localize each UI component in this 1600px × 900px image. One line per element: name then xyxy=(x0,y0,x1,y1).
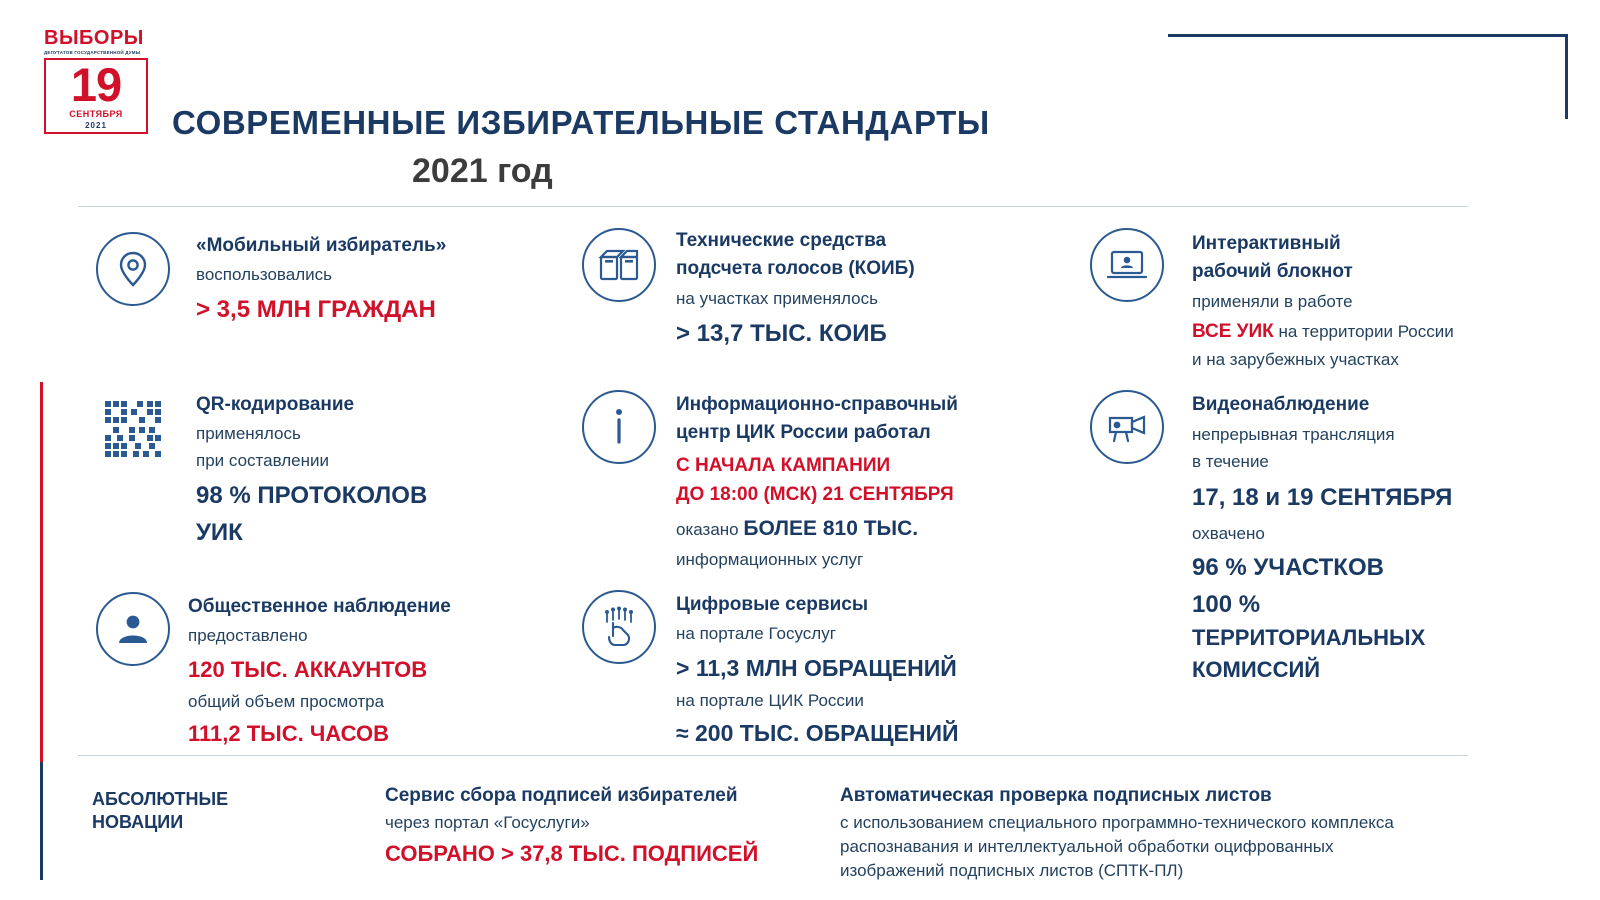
logo-day: 19 xyxy=(70,58,122,111)
observer-person-icon xyxy=(96,592,170,666)
auto-check-line4: изображений подписных листов (СПТК-ПЛ) xyxy=(840,861,1184,880)
item-line: Цифровые сервисы xyxy=(676,594,869,615)
item-value: УИК xyxy=(196,518,243,546)
signature-service-sub: через портал «Госуслуги» xyxy=(385,813,590,832)
decorative-line-left-red xyxy=(40,382,43,762)
digital-touch-icon xyxy=(582,590,656,664)
item-value: оказано БОЛЕЕ 810 ТЫС. xyxy=(676,517,919,541)
item-line: применялось xyxy=(196,424,301,444)
item-line: общий объем просмотра xyxy=(188,691,385,711)
election-logo xyxy=(44,28,152,134)
page-title: СОВРЕМЕННЫЕ ИЗБИРАТЕЛЬНЫЕ СТАНДАРТЫ xyxy=(172,104,990,141)
item-value: 96 % УЧАСТКОВ xyxy=(1192,554,1384,582)
signature-service-value: СОБРАНО > 37,8 ТЫС. ПОДПИСЕЙ xyxy=(385,841,759,866)
ballot-box-icon xyxy=(582,228,656,302)
auto-check-block xyxy=(840,785,1394,881)
absolute-novelties-line2: НОВАЦИИ xyxy=(92,812,184,833)
location-pin-icon xyxy=(96,232,170,306)
item-value: > 13,7 ТЫС. КОИБ xyxy=(676,319,887,347)
item-line: на участках применялось xyxy=(676,289,878,309)
item-line: на портале Госуслуг xyxy=(676,624,836,644)
information-icon xyxy=(582,390,656,464)
item-line: Интерактивный xyxy=(1192,233,1341,254)
item-line: при составлении xyxy=(196,450,329,470)
item-line: информационных услуг xyxy=(676,550,864,570)
item-line: «Мобильный избиратель» xyxy=(196,235,447,256)
item-line: QR-кодирование xyxy=(196,394,355,415)
auto-check-title: Автоматическая проверка подписных листов xyxy=(840,785,1272,806)
item-line: центр ЦИК России работал xyxy=(676,422,931,444)
qr-code-icon xyxy=(96,392,170,466)
item-value: 17, 18 и 19 СЕНТЯБРЯ xyxy=(1192,483,1453,511)
divider-above-footer xyxy=(78,755,1468,756)
item-value: ВСЕ УИК xyxy=(1192,320,1274,342)
auto-check-line3: распознавания и интеллектуальной обработки оцифрованных xyxy=(840,837,1334,856)
decorative-line-right-vertical xyxy=(1565,34,1568,119)
item-line-suffix: на территории России xyxy=(1273,321,1454,341)
decorative-line-left-blue xyxy=(40,762,43,880)
video-camera-icon xyxy=(1090,390,1164,464)
item-value: 98 % ПРОТОКОЛОВ xyxy=(196,481,428,509)
item-line: применяли в работе xyxy=(1192,292,1353,312)
item-value: ≈ 200 ТЫС. ОБРАЩЕНИЙ xyxy=(676,720,959,747)
item-line: Информационно-справочный xyxy=(676,394,958,415)
laptop-notebook-icon xyxy=(1090,228,1164,302)
item-line: непрерывная трансляция xyxy=(1192,425,1395,445)
item-value: > 11,3 МЛН ОБРАЩЕНИЙ xyxy=(676,654,957,681)
item-line: рабочий блокнот xyxy=(1192,261,1353,283)
item-line: ДО 18:00 (МСК) 21 СЕНТЯБРЯ xyxy=(676,484,954,506)
absolute-novelties-label xyxy=(92,788,228,835)
item-line: воспользовались xyxy=(196,265,332,285)
absolute-novelties-line1: АБСОЛЮТНЫЕ xyxy=(92,789,229,809)
logo-subtitle: ДЕПУТАТОВ ГОСУДАРСТВЕННОЙ ДУМЫ xyxy=(44,50,141,55)
divider-under-title xyxy=(78,206,1468,207)
item-line: Общественное наблюдение xyxy=(188,596,451,617)
logo-word: ВЫБОРЫ xyxy=(44,27,144,49)
item-value: КОМИССИЙ xyxy=(1192,657,1321,683)
item-line: С НАЧАЛА КАМПАНИИ xyxy=(676,455,891,477)
signature-collection-block xyxy=(385,785,758,867)
item-line: и на зарубежных участках xyxy=(1192,349,1399,369)
page-subtitle: 2021 год xyxy=(412,152,553,190)
item-line: в течение xyxy=(1192,451,1269,471)
item-value: ТЕРРИТОРИАЛЬНЫХ xyxy=(1192,625,1426,651)
item-value: 111,2 ТЫС. ЧАСОВ xyxy=(188,720,389,746)
signature-service-title: Сервис сбора подписей избирателей xyxy=(385,785,738,806)
item-line: подсчета голосов (КОИБ) xyxy=(676,258,915,280)
item-line: предоставлено xyxy=(188,626,308,646)
logo-month: СЕНТЯБРЯ xyxy=(69,109,123,119)
decorative-line-top-right xyxy=(1168,34,1568,37)
item-line: на портале ЦИК России xyxy=(676,690,864,710)
item-value: 120 ТЫС. АККАУНТОВ xyxy=(188,656,428,682)
item-line: Технические средства xyxy=(676,230,887,251)
item-value: > 3,5 МЛН ГРАЖДАН xyxy=(196,295,436,323)
logo-year: 2021 xyxy=(85,121,107,130)
logo-date-box xyxy=(44,58,148,134)
item-line: охвачено xyxy=(1192,523,1265,543)
item-line: Видеонаблюдение xyxy=(1192,394,1370,415)
item-value: 100 % xyxy=(1192,590,1261,618)
auto-check-line2: с использованием специального программно-технического комплекса xyxy=(840,813,1394,832)
